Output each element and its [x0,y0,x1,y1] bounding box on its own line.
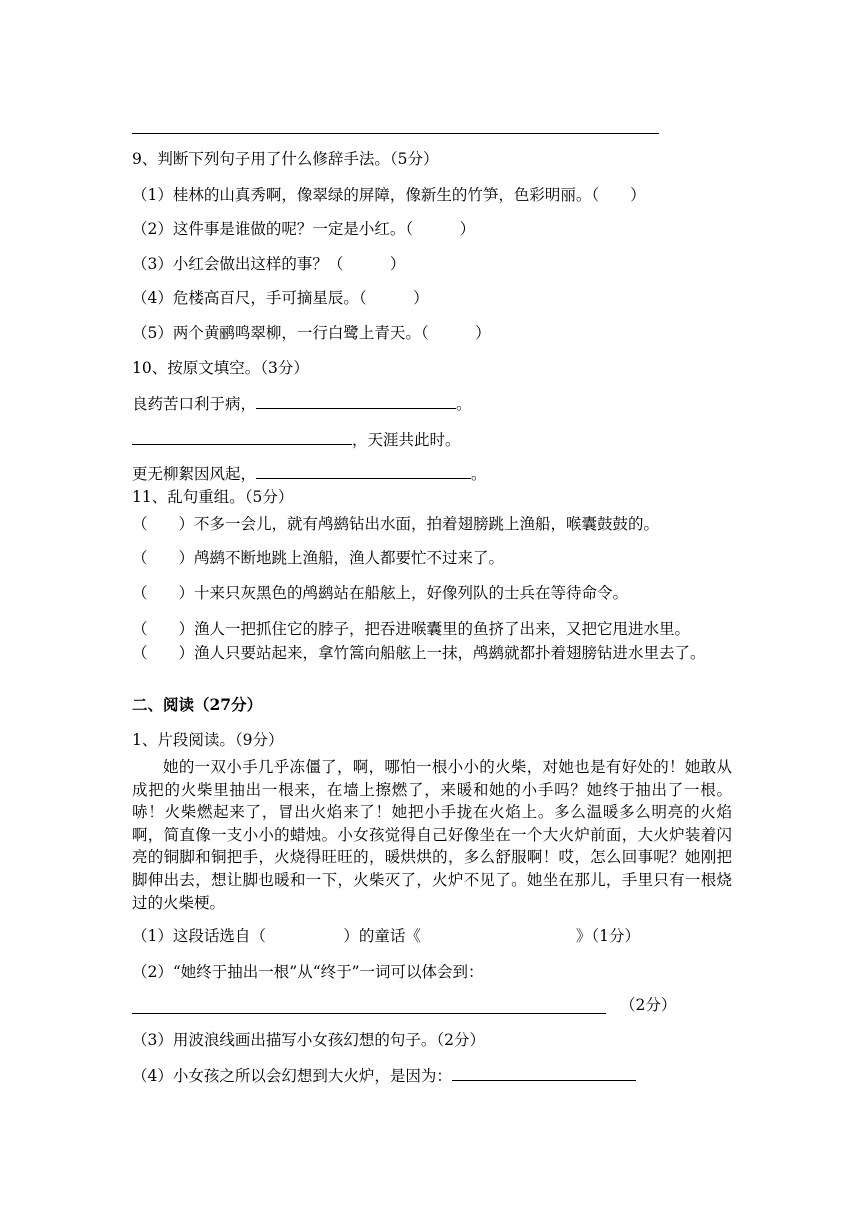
reading-q1: （1）这段话选自（ ）的童话《 》（1分） [132,927,640,945]
q11-item-5: （ ）渔人只要站起来，拿竹篙向船舷上一抹，鸬鹚就都扑着翅膀钻进水里去了。 [132,644,706,662]
q10-line-1-suffix: 。 [456,395,472,413]
reading-1-title: 1、片段阅读。（9分） [132,731,284,749]
q10-line-1 [132,393,472,415]
reading-q2: （2）“她终于抽出一根”从“终于”一词可以体会到： [132,963,484,981]
section-2-title: 二、阅读（27分） [132,695,263,714]
q10-blank-3[interactable] [256,464,471,479]
q9-item-2: （2）这件事是谁做的呢？一定是小红。（ ） [132,220,476,238]
reading-q4 [132,1065,636,1087]
q11-item-4: （ ）渔人一把抓住它的脖子，把吞进喉囊里的鱼挤了出来，又把它甩进水里。 [132,620,691,638]
q10-line-3-suffix: 。 [471,465,487,483]
q11-title: 11、乱句重组。（5分） [132,488,294,506]
reading-q2-answer-line[interactable] [132,1013,606,1014]
q9-item-1: （1）桂林的山真秀啊，像翠绿的屏障，像新生的竹笋，色彩明丽。（ ） [132,186,646,204]
reading-q4-blank[interactable] [452,1066,636,1081]
q10-line-1-prefix: 良药苦口利于病， [132,395,257,413]
q9-title: 9、判断下列句子用了什么修辞手法。（5分） [132,150,439,168]
reading-q3: （3）用波浪线画出描写小女孩幻想的句子。（2分） [132,1031,485,1049]
q10-title: 10、按原文填空。（3分） [132,359,309,377]
q9-item-5: （5）两个黄鹂鸣翠柳，一行白鹭上青天。（ ） [132,324,491,342]
q9-item-3: （3）小红会做出这样的事？（ ） [132,255,406,273]
q11-item-1: （ ）不多一会儿，就有鸬鹚钻出水面，拍着翅膀跳上渔船，喉囊鼓鼓的。 [132,515,660,533]
q11-item-2: （ ）鸬鹚不断地跳上渔船，渔人都要忙不过来了。 [132,549,505,567]
q10-blank-1[interactable] [256,394,456,409]
q10-blank-2[interactable] [132,430,352,445]
reading-passage: 她的一双小手几乎冻僵了，啊，哪怕一根小小的火柴，对她也是有好处的！她敢从成把的火柴里抽出一根来，在墙上擦燃了，来暖和她的小手吗？她终于抽出了一根。哧！火柴燃起来了，冒出火焰来了！她把小手拢在火焰上。多么温暖多么明亮的火焰啊，简直像一支小小的蜡烛。小女孩觉得自己好像坐在一个大火炉前面，大火炉装着闪亮的铜脚和铜把手，火烧得旺旺的，暖烘烘的，多么舒服啊！哎，怎么回事呢？她刚把脚伸出去，想让脚也暖和一下，火柴灭了，火炉不见了。她坐在那儿，手里只有一根烧过的火柴梗。 [132,758,732,912]
q10-line-2-suffix: ，天涯共此时。 [352,431,461,449]
top-answer-line [132,133,659,134]
q10-line-3-prefix: 更无柳絮因风起， [132,465,257,483]
q9-item-4: （4）危楼高百尺，手可摘星辰。（ ） [132,289,429,307]
q11-item-3: （ ）十来只灰黑色的鸬鹚站在船舷上，好像列队的士兵在等待命令。 [132,584,629,602]
q10-line-3 [132,463,487,485]
reading-q2-score: （2分） [620,996,677,1014]
q10-line-2 [132,429,461,451]
reading-q4-label: （4）小女孩之所以会幻想到大火炉，是因为： [132,1067,452,1085]
